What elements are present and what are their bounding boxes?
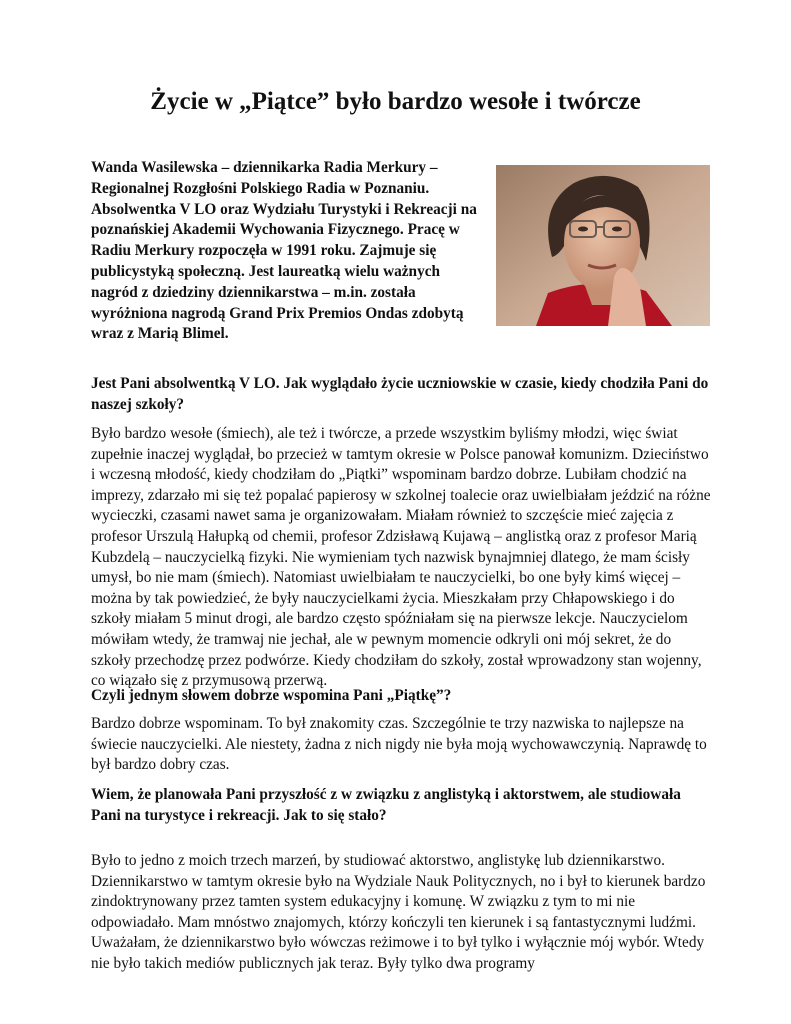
author-intro: Wanda Wasilewska – dziennikarka Radia Merkury – Regionalnej Rozgłośni Polskiego Radia w Poznaniu. Absolwentka V LO oraz Wydziału Turystyki i Rekreacji na poznańskiej Akademii Wychowania Fizycznego. Pracę w Radiu Merkury rozpoczęła w 1991 roku. Zajmuje się publicystyką społeczną. Jest laureatką wielu ważnych nagród z dziedziny dziennikarstwa – m.in. została wyróżniona nagrodą Grand Prix Premios Ondas zdobytą wraz z Marią Blimel. [91, 159, 477, 343]
author-photo [496, 165, 710, 326]
interview-question-1: Jest Pani absolwentką V LO. Jak wyglądało życie uczniowskie w czasie, kiedy chodziła Pani do naszej szkoły? [91, 375, 709, 413]
interview-answer-2: Bardzo dobrze wspominam. To był znakomity czas. Szczególnie te trzy nazwiska to najlepsze na świecie nauczycielki. Ale niestety, żadna z nich nigdy nie była moją wychowawczynią. Naprawdę to był bardzo dobry czas. [91, 715, 707, 774]
interview-answer-1: Było bardzo wesołe (śmiech), ale też i twórcze, a przede wszystkim byliśmy młodzi, więc świat zupełnie inaczej wyglądał, bo przecież w tamtym okresie w Polsce panował komunizm. Dzieciństwo i wczesną młodość, kiedy chodziłam do „Piątki” wspominam bardzo dobrze. Lubiłam chodzić na imprezy, zdarzało mi się też popalać papierosy w szkolnej toalecie oraz uwielbiałam jeździć na różne wycieczki, czasami nawet sama je organizowałam. Miałam również to szczęście mieć zajęcia z profesor Urszulą Hałupką od chemii, profesor Zdzisławą Kujawą – anglistką oraz z profesor Marią Kubzdelą – nauczycielką fizyki. Nie wymieniam tych nazwisk bynajmniej dlatego, że mam ścisły umysł, bo nie mam (śmiech). Natomiast uwielbiałam te nauczycielki, bo one były kimś więcej – można by tak powiedzieć, że były nauczycielkami życia. Mieszkałam przy Chłapowskiego i do szkoły miałam 5 minut drogi, ale bardzo często spóźniałam się na pierwsze lekcje. Nauczycielom mówiłam wtedy, że tramwaj nie jechał, ale w pewnym momencie odkryli oni mój sekret, że do szkoły przechodzę przez podwórze. Kiedy chodziłam do szkoły, został wprowadzony stan wojenny, co wiązało się z przymusową przerwą. [91, 425, 711, 690]
page-title: Życie w „Piątce” było bardzo wesołe i twórcze [150, 88, 641, 115]
portrait-image [496, 165, 710, 326]
interview-question-3: Wiem, że planowała Pani przyszłość z w związku z anglistyką i aktorstwem, ale studiowała Pani na turystyce i rekreacji. Jak to się stało? [91, 786, 681, 824]
interview-question-2: Czyli jednym słowem dobrze wspomina Pani „Piątkę”? [91, 687, 452, 704]
interview-answer-3: Było to jedno z moich trzech marzeń, by studiować aktorstwo, anglistykę lub dziennikarstwo. Dziennikarstwo w tamtym okresie było na Wydziale Nauk Politycznych, no i był to kierunek bardzo zindoktrynowany przez tamten system edukacyjny i komunę. W związku z tym to mi nie odpowiadało. Mam mnóstwo znajomych, którzy kończyli ten kierunek i są fantastycznymi ludźmi. Uważałam, że dziennikarstwo było wówczas reżimowe i to był tylko i wyłącznie mój wybór. Wtedy nie było takich mediów publicznych jak teraz. Były tylko dwa programy [91, 852, 706, 972]
